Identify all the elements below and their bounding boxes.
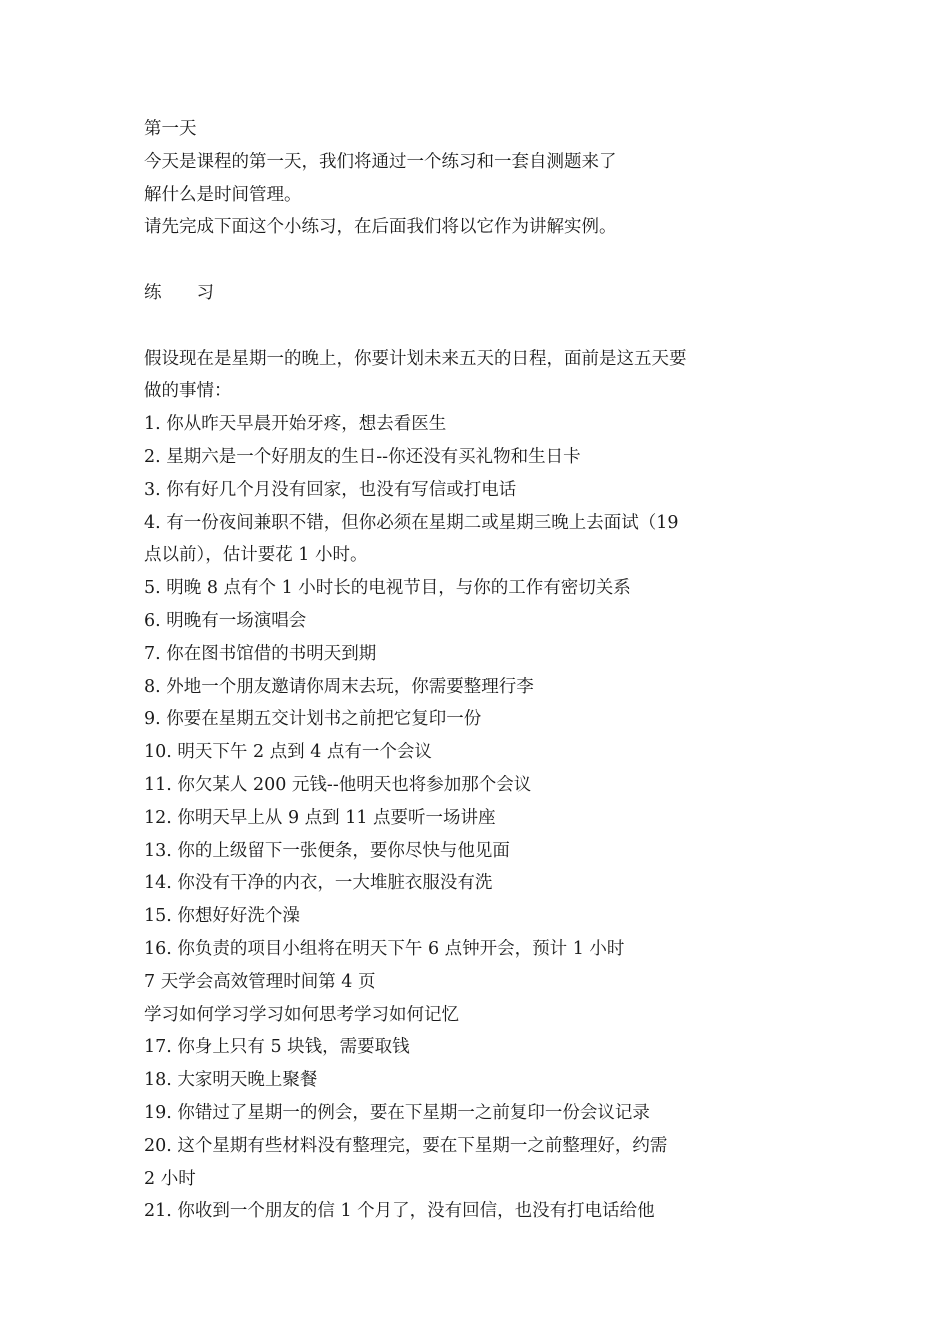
list-item: 15. 你想好好洗个澡	[144, 906, 300, 927]
section-title: 练 习	[144, 282, 214, 303]
list-item: 9. 你要在星期五交计划书之前把它复印一份	[144, 709, 482, 730]
document-page	[144, 113, 784, 1228]
list-item: 5. 明晚 8 点有个 1 小时长的电视节目，与你的工作有密切关系	[144, 578, 631, 599]
list-item-continuation: 2 小时	[144, 1168, 196, 1189]
list-item: 1. 你从昨天早晨开始牙疼，想去看医生	[144, 414, 447, 435]
list-item: 3. 你有好几个月没有回家，也没有写信或打电话	[144, 479, 517, 500]
page-header-text: 学习如何学习学习如何思考学习如何记忆	[144, 1004, 459, 1025]
list-item: 14. 你没有干净的内衣，一大堆脏衣服没有洗	[144, 873, 493, 894]
list-item: 20. 这个星期有些材料没有整理完，要在下星期一之前整理好，约需	[144, 1135, 668, 1156]
list-item: 17. 你身上只有 5 块钱，需要取钱	[144, 1037, 410, 1058]
list-item: 8. 外地一个朋友邀请你周末去玩，你需要整理行李	[144, 676, 534, 697]
list-item: 13. 你的上级留下一张便条，要你尽快与他见面	[144, 840, 510, 861]
list-item: 12. 你明天早上从 9 点到 11 点要听一场讲座	[144, 807, 496, 828]
list-item: 10. 明天下午 2 点到 4 点有一个会议	[144, 742, 432, 763]
list-item: 6. 明晚有一场演唱会	[144, 610, 307, 631]
scenario-line: 假设现在是星期一的晚上，你要计划未来五天的日程，面前是这五天要	[144, 348, 687, 369]
day-heading: 第一天	[144, 119, 197, 139]
blank-line	[144, 310, 784, 343]
intro-line: 请先完成下面这个小练习，在后面我们将以它作为讲解实例。	[144, 217, 617, 238]
page-footer-text: 7 天学会高效管理时间第 4 页	[144, 971, 376, 992]
list-item: 19. 你错过了星期一的例会，要在下星期一之前复印一份会议记录	[144, 1102, 650, 1123]
list-item: 16. 你负责的项目小组将在明天下午 6 点钟开会，预计 1 小时	[144, 938, 625, 959]
scenario-line: 做的事情：	[144, 381, 232, 402]
list-item-continuation: 点以前），估计要花 1 小时。	[144, 545, 368, 566]
list-item: 7. 你在图书馆借的书明天到期	[144, 643, 377, 664]
list-item: 21. 你收到一个朋友的信 1 个月了，没有回信，也没有打电话给他	[144, 1201, 655, 1222]
list-item: 18. 大家明天晚上聚餐	[144, 1070, 318, 1091]
list-item: 11. 你欠某人 200 元钱--他明天也将参加那个会议	[144, 774, 532, 795]
intro-line: 今天是课程的第一天，我们将通过一个练习和一套自测题来了	[144, 151, 617, 172]
blank-line	[144, 244, 784, 277]
list-item: 2. 星期六是一个好朋友的生日--你还没有买礼物和生日卡	[144, 446, 581, 467]
intro-line: 解什么是时间管理。	[144, 184, 302, 205]
list-item: 4. 有一份夜间兼职不错，但你必须在星期二或星期三晚上去面试（19	[144, 512, 679, 533]
